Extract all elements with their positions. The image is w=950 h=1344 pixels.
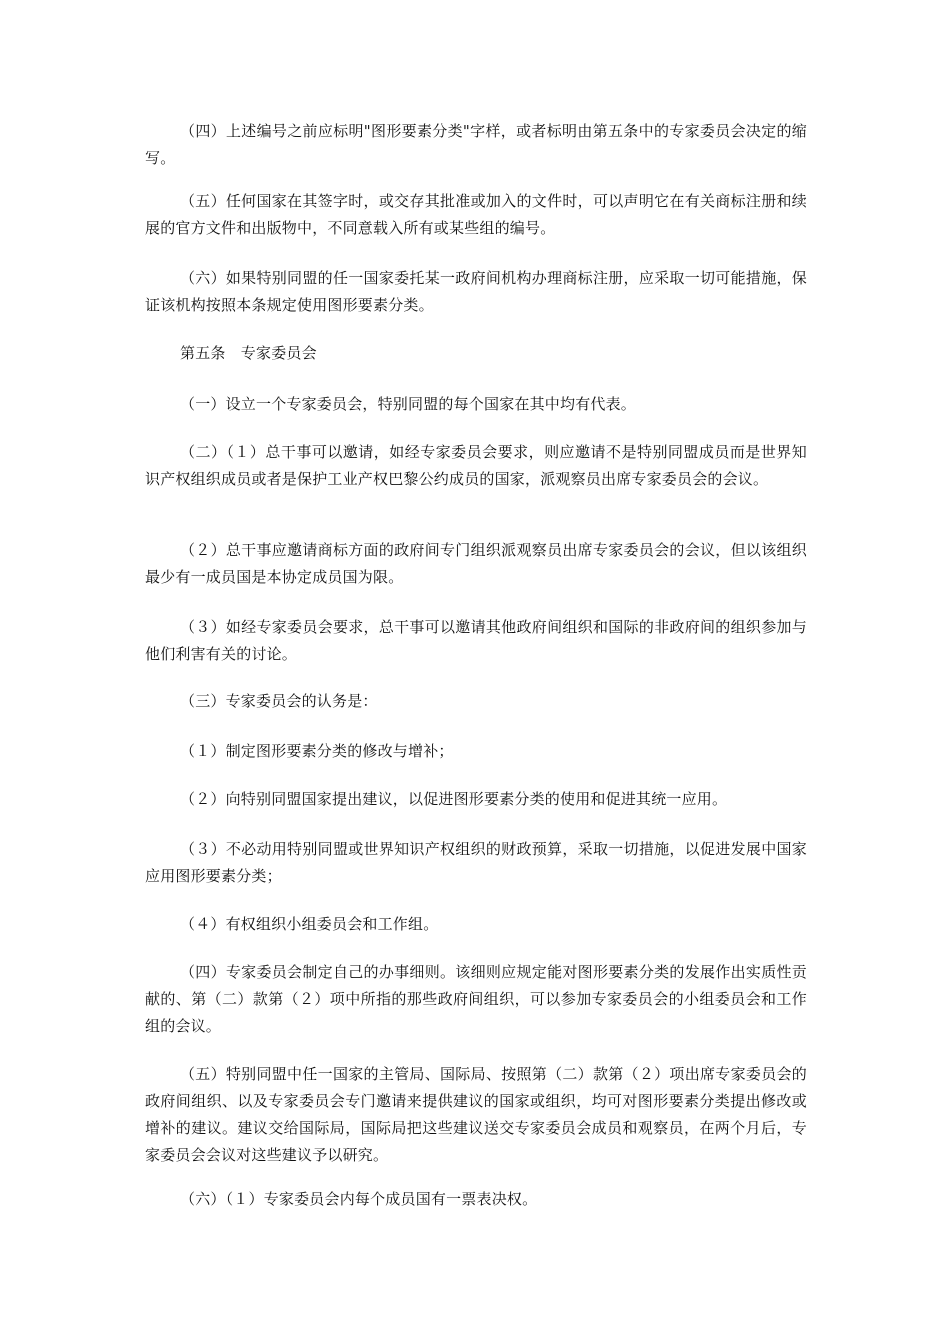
article-5-heading: 第五条 专家委员会 bbox=[180, 344, 317, 362]
paragraph-4-4: （四）上述编号之前应标明"图形要素分类"字样，或者标明由第五条中的专家委员会决定的缩写。 bbox=[145, 122, 807, 167]
paragraph-5-3-4: （４）有权组织小组委员会和工作组。 bbox=[180, 915, 439, 933]
paragraph-5-3-2: （２）向特别同盟国家提出建议，以促进图形要素分类的使用和促进其统一应用。 bbox=[180, 790, 728, 808]
paragraph-5-3: （三）专家委员会的认务是： bbox=[180, 692, 378, 710]
paragraph-5-6-1: （六）（１）专家委员会内每个成员国有一票表决权。 bbox=[180, 1190, 538, 1208]
paragraph-5-3-1: （１）制定图形要素分类的修改与增补； bbox=[180, 742, 454, 760]
paragraph-5-2-1: （二）（１）总干事可以邀请，如经专家委员会要求，则应邀请不是特别同盟成员而是世界知识产权组织成员或者是保护工业产权巴黎公约成员的国家，派观察员出席专家委员会的会议。 bbox=[145, 443, 807, 488]
paragraph-4-6: （六）如果特别同盟的任一国家委托某一政府间机构办理商标注册，应采取一切可能措施，保证该机构按照本条规定使用图形要素分类。 bbox=[145, 269, 807, 314]
paragraph-5-2-2: （２）总干事应邀请商标方面的政府间专门组织派观察员出席专家委员会的会议，但以该组织最少有一成员国是本协定成员国为限。 bbox=[145, 541, 807, 586]
paragraph-5-5: （五）特别同盟中任一国家的主管局、国际局、按照第（二）款第（２）项出席专家委员会的政府间组织、以及专家委员会专门邀请来提供建议的国家或组织，均可对图形要素分类提出修改或增补的建议。建议交给国际局，国际局把这些建议送交专家委员会成员和观察员，在两个月后，专家委员会会议对这些建议予以研究。 bbox=[145, 1065, 807, 1164]
paragraph-5-2-3: （３）如经专家委员会要求，总干事可以邀请其他政府间组织和国际的非政府间的组织参加与他们利害有关的讨论。 bbox=[145, 618, 807, 663]
paragraph-5-4: （四）专家委员会制定自己的办事细则。该细则应规定能对图形要素分类的发展作出实质性贡献的、第（二）款第（２）项中所指的那些政府间组织，可以参加专家委员会的小组委员会和工作组的会议。 bbox=[145, 963, 807, 1035]
paragraph-5-3-3: （３）不必动用特别同盟或世界知识产权组织的财政预算，采取一切措施，以促进发展中国家应用图形要素分类； bbox=[145, 840, 807, 885]
paragraph-4-5: （五）任何国家在其签字时，或交存其批准或加入的文件时，可以声明它在有关商标注册和续展的官方文件和出版物中，不同意载入所有或某些组的编号。 bbox=[145, 192, 807, 237]
paragraph-5-1: （一）设立一个专家委员会，特别同盟的每个国家在其中均有代表。 bbox=[180, 395, 637, 413]
